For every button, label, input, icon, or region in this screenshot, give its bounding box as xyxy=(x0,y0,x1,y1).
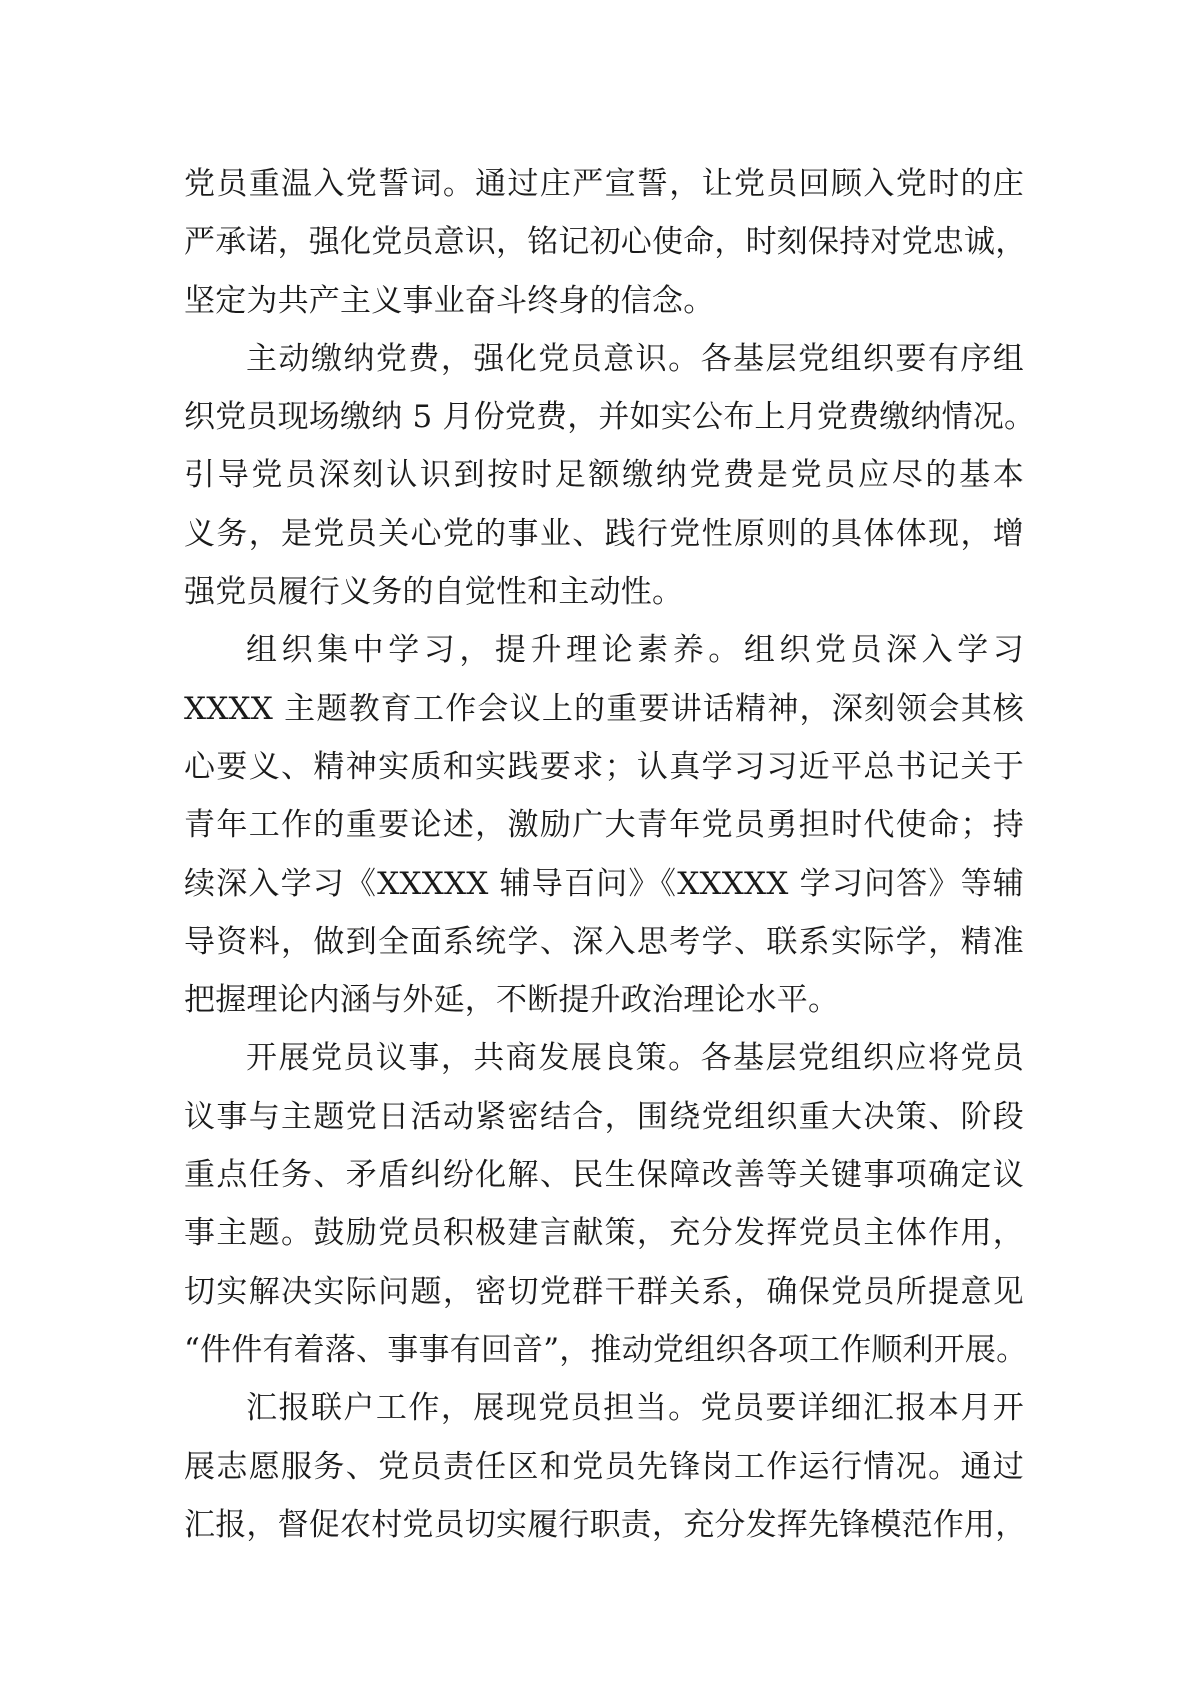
text-line: 汇报，督促农村党员切实履行职责，充分发挥先锋模范作用， xyxy=(184,1506,1027,1543)
text-line: 事主题。鼓励党员积极建言献策，充分发挥党员主体作用， xyxy=(184,1215,1024,1252)
text-line: 展志愿服务、党员责任区和党员先锋岗工作运行情况。通过 xyxy=(184,1448,1024,1485)
text-line: 导资料，做到全面系统学、深入思考学、联系实际学，精准 xyxy=(184,923,1024,960)
text-line: XXXX 主题教育工作会议上的重要讲话精神，深刻领会其核 xyxy=(184,690,1024,727)
text-line: 汇报联户工作，展现党员担当。党员要详细汇报本月开 xyxy=(246,1390,1024,1427)
text-line: 续深入学习《XXXXX 辅导百问》《XXXXX 学习问答》等辅 xyxy=(184,865,1024,902)
text-line: 把握理论内涵与外延，不断提升政治理论水平。 xyxy=(184,982,840,1019)
text-line: 党员重温入党誓词。通过庄严宣誓，让党员回顾入党时的庄 xyxy=(184,166,1024,202)
text-line: 主动缴纳党费，强化党员意识。各基层党组织要有序组 xyxy=(246,340,1024,377)
text-line: 义务，是党员关心党的事业、践行党性原则的具体体现，增 xyxy=(184,515,1024,552)
text-line: 重点任务、矛盾纠纷化解、民生保障改善等关键事项确定议 xyxy=(184,1157,1024,1194)
paragraph-dues xyxy=(184,330,1036,621)
text-line: 青年工作的重要论述，激励广大青年党员勇担时代使命；持 xyxy=(184,807,1024,844)
document-body xyxy=(184,155,1036,1554)
text-line: 织党员现场缴纳 5 月份党费，并如实公布上月党费缴纳情况。 xyxy=(184,399,1036,436)
paragraph-report xyxy=(184,1379,1027,1554)
text-line: 开展党员议事，共商发展良策。各基层党组织应将党员 xyxy=(246,1040,1024,1077)
paragraph-oath xyxy=(184,155,1027,330)
text-line: 强党员履行义务的自觉性和主动性。 xyxy=(184,574,684,611)
text-line: 议事与主题党日活动紧密结合，围绕党组织重大决策、阶段 xyxy=(184,1098,1024,1135)
paragraph-study xyxy=(184,621,1024,1029)
text-line: 组织集中学习，提升理论素养。组织党员深入学习 xyxy=(246,632,1024,669)
text-line: 切实解决实际问题，密切党群干群关系，确保党员所提意见 xyxy=(184,1273,1024,1310)
text-line: 引导党员深刻认识到按时足额缴纳党费是党员应尽的基本 xyxy=(184,457,1024,494)
text-line: 坚定为共产主义事业奋斗终身的信念。 xyxy=(184,282,715,319)
text-line: 心要义、精神实质和实践要求；认真学习习近平总书记关于 xyxy=(184,748,1024,785)
text-line: 严承诺，强化党员意识，铭记初心使命，时刻保持对党忠诚， xyxy=(184,224,1027,261)
text-line: “件件有着落、事事有回音”，推动党组织各项工作顺利开展。 xyxy=(184,1331,1028,1368)
paragraph-deliberation xyxy=(184,1029,1028,1379)
